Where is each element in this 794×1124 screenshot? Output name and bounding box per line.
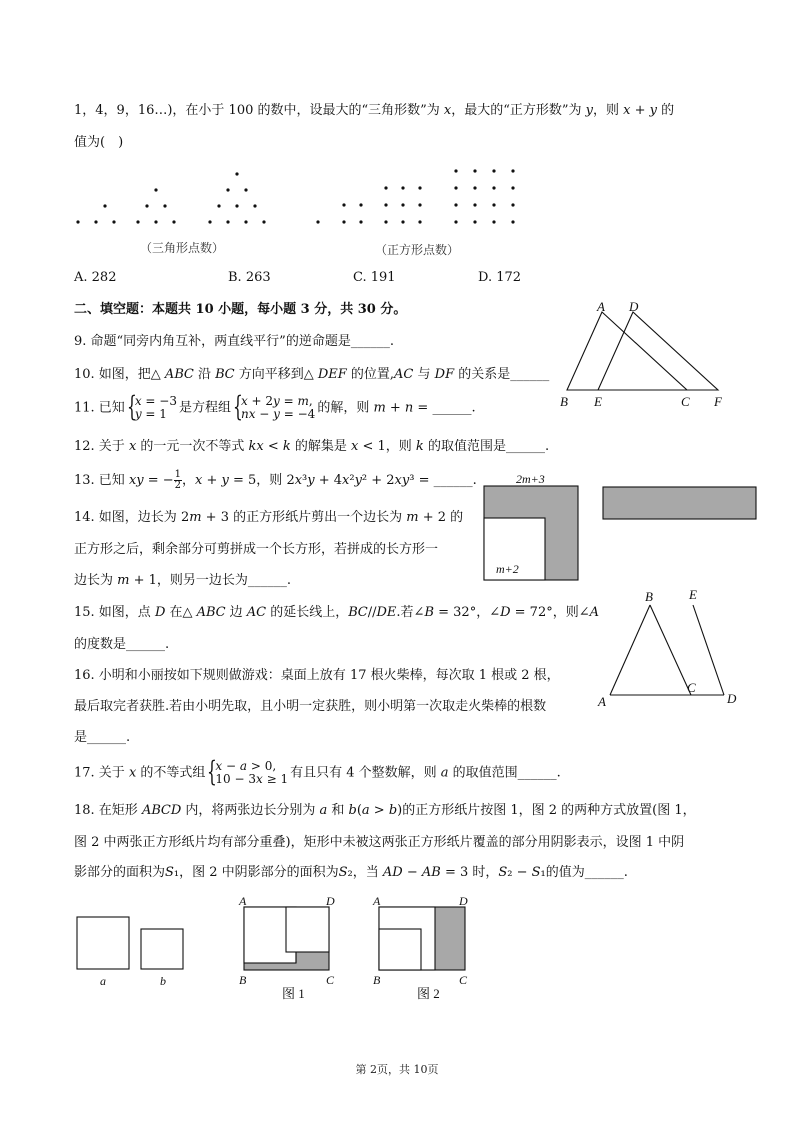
section-heading: 二、填空题：本题共 10 小题，每小题 3 分，共 30 分。 (74, 302, 407, 317)
f2-label-b: B (373, 973, 381, 987)
q10-label-c: C (681, 394, 690, 409)
q8-line2: 值为( ) (74, 135, 124, 150)
q18-figures (70, 895, 490, 1010)
f1-label-d: D (326, 895, 335, 908)
q15-line2: 的度数是______. (74, 637, 170, 652)
q13-fraction (174, 470, 182, 491)
q11-mid: 是方程组 (178, 400, 231, 416)
triangle-caption: （三角形点数） (140, 241, 225, 255)
q18-line2: 图 2 中两张正方形纸片均有部分重叠)，矩形中未被这两张正方形纸片覆盖的部分用阴影表示，设图 1 中阴 (74, 835, 685, 850)
q16-line1: 16. 小明和小丽按如下规则做游戏：桌面上放有 17 根火柴棒，每次取 1 根或 2 根， (74, 668, 560, 683)
q17-post: 有且只有 4 个整数解，则 𝑎 的取值范围______. (290, 765, 561, 781)
q17-system (207, 760, 288, 786)
q15-label-e: E (689, 587, 697, 602)
q17 (74, 760, 561, 786)
q13-numerator: 1 (174, 469, 182, 480)
q11-sys2-eq2: 𝑛𝑥 − 𝑦 = −4 (240, 407, 316, 421)
q17-pre: 17. 关于 𝑥 的不等式组 (74, 765, 206, 781)
q15-label-b: B (645, 589, 653, 604)
q18-line1: 18. 在矩形 𝐴𝐵𝐶𝐷 内，将两张边长分别为 𝑎 和 𝑏(𝑎 > 𝑏)的正方形纸片按图 1，图 2 的两种方式放置(图 1， (74, 803, 696, 818)
q11-pre: 11. 已知 (74, 400, 125, 416)
option-a: A. 282 (74, 270, 117, 285)
q13-post: ，𝑥 + 𝑦 = 5，则 2𝑥³𝑦 + 4𝑥²𝑦² + 2𝑥𝑦³ = ______. (182, 473, 477, 488)
q13-pre: 13. 已知 𝑥𝑦 = − (74, 473, 174, 488)
q15-label-a: A (598, 694, 606, 709)
q15-line1: 15. 如图，点 𝐷 在△ 𝐴𝐵𝐶 边 𝐴𝐶 的延长线上，𝐵𝐶//𝐷𝐸.若∠𝐵 = 32°，∠𝐷 = 72°，则∠𝐴 (74, 605, 599, 620)
q10-label-b: B (560, 394, 568, 409)
q11-sys1-eq1: { 𝑥 = −3 (134, 394, 177, 408)
q18-figure1 (244, 907, 329, 970)
q15-label-d: D (727, 691, 737, 706)
f1-label-b: B (239, 973, 247, 987)
q11-post: 的解，则 𝑚 + 𝑛 = ______. (317, 400, 476, 416)
q18-figure2 (379, 907, 465, 970)
square-caption: （正方形点数） (375, 243, 460, 257)
f2-caption: 图 2 (417, 986, 440, 1001)
q11-sys1-eq2: 𝑦 = 1 (134, 407, 167, 421)
f1-label-a: A (239, 895, 247, 908)
q10-label-d: D (629, 299, 639, 314)
f2-label-c: C (459, 973, 468, 987)
q11-system1 (127, 395, 177, 421)
triangle-dots (76, 172, 265, 223)
q18-line3: 影部分的面积为𝑆₁，图 2 中阴影部分的面积为𝑆₂，当 𝐴𝐷 − 𝐴𝐵 = 3 时，𝑆₂ − 𝑆₁的值为______. (74, 865, 628, 880)
q18-square-b (141, 929, 183, 969)
q11-sys2-eq1: { 𝑥 + 2𝑦 = 𝑚, (240, 394, 313, 408)
f2-label-d: D (459, 895, 468, 908)
q16-line2: 最后取完者获胜.若由小明先取，且小明一定获胜，则小明第一次取走火柴棒的根数 (74, 699, 547, 714)
q13 (74, 470, 477, 491)
f1-label-c: C (326, 973, 335, 987)
option-b: B. 263 (228, 270, 271, 285)
q10-label-f: F (714, 394, 722, 409)
q11-system2 (233, 395, 315, 421)
q18-label-b: b (160, 974, 166, 988)
q18-square-a (77, 917, 129, 969)
option-c: C. 191 (353, 270, 396, 285)
q10-triangles-figure (555, 298, 760, 416)
q14-rectangle (603, 487, 756, 519)
q14-squares-figure (480, 472, 760, 584)
q18-label-a: a (100, 974, 106, 988)
q12: 12. 关于 𝑥 的一元一次不等式 𝑘𝑥 < 𝑘 的解集是 𝑥 < 1，则 𝑘 的取值范围是______. (74, 439, 550, 454)
q14-label-2m3: 2m+3 (516, 472, 545, 486)
q14-line1: 14. 如图，边长为 2𝑚 + 3 的正方形纸片剪出一个边长为 𝑚 + 2 的 (74, 510, 464, 525)
square-dots (316, 169, 514, 223)
q13-denominator: 2 (174, 480, 182, 491)
option-d: D. 172 (478, 270, 522, 285)
q17-ineq1: { 𝑥 − 𝑎 > 0, (215, 759, 277, 773)
q14-line3: 边长为 𝑚 + 1，则另一边长为______. (74, 573, 292, 588)
q16-line3: 是______. (74, 730, 131, 745)
f1-caption: 图 1 (282, 986, 305, 1001)
q14-line2: 正方形之后，剩余部分可剪拼成一个长方形，若拼成的长方形一 (74, 542, 439, 557)
q15-label-c: C (687, 680, 696, 695)
q10-label-a: A (597, 299, 605, 314)
q17-ineq2: 10 − 3𝑥 ≥ 1 (215, 772, 289, 786)
q15-triangle-figure (592, 585, 752, 710)
q9: 9. 命题“同旁内角互补，两直线平行”的逆命题是______. (74, 334, 394, 349)
f2-label-a: A (373, 895, 381, 908)
q11 (74, 395, 476, 421)
q10-label-e: E (594, 394, 602, 409)
q14-label-m2: m+2 (496, 562, 519, 576)
q10: 10. 如图，把△ 𝐴𝐵𝐶 沿 𝐵𝐶 方向平移到△ 𝐷𝐸𝐹 的位置,𝐴𝐶 与 𝐷𝐹 的关系是______ (74, 367, 550, 382)
page-footer: 第 2页，共 10页 (355, 1063, 439, 1076)
q8-line1: 1，4，9，16…)，在小于 100 的数中，设最大的“三角形数”为 𝑥，最大的“正方形数”为 𝑦，则 𝑥 + 𝑦 的 (74, 103, 675, 118)
